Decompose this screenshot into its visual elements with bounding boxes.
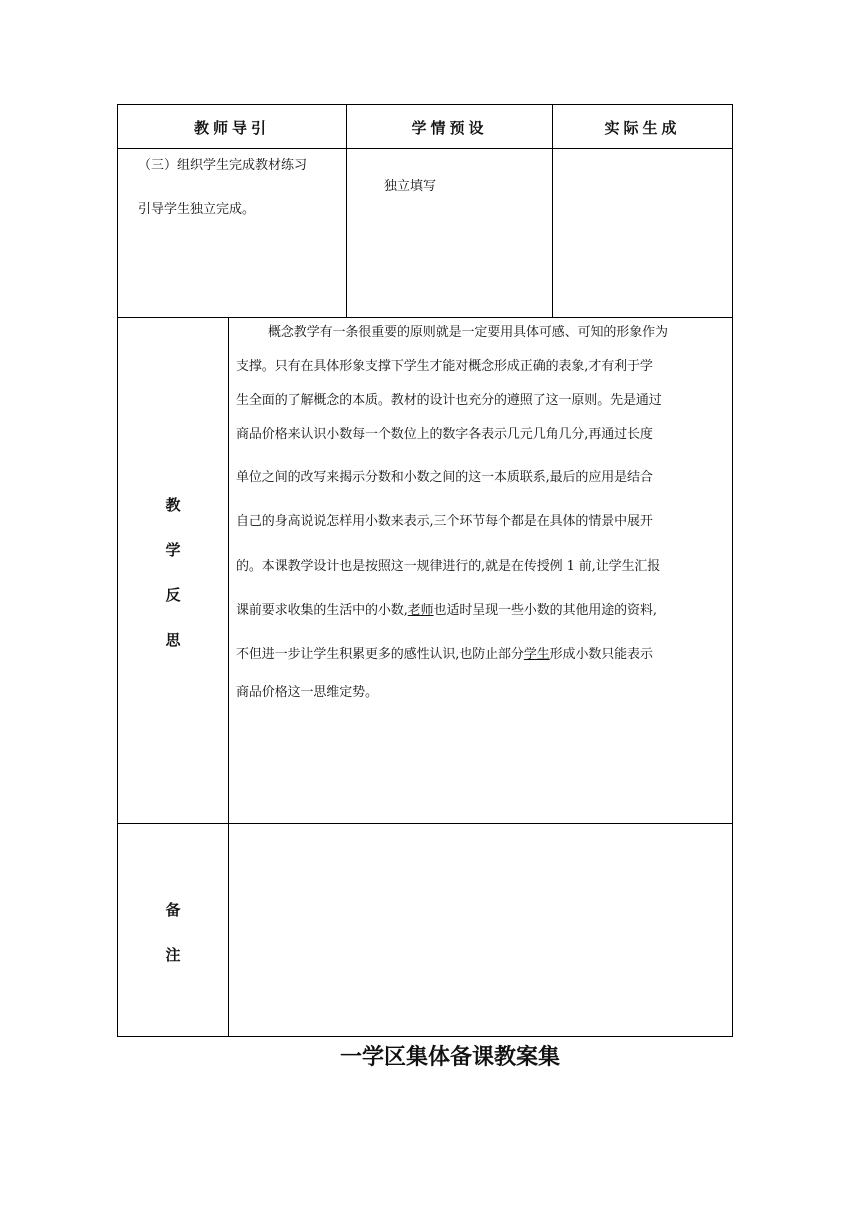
teacher-guide-line-1: （三）组织学生完成教材练习 [138, 158, 308, 173]
underlined-teacher-term: 老师 [407, 603, 434, 618]
table-border-right [732, 104, 733, 1037]
label-col-divider [228, 317, 229, 1037]
reflection-line-8-post: 也适时呈现一些小数的其他用途的资料, [433, 603, 657, 618]
reflection-line-9-pre: 不但进一步让学生积累更多的感性认识,也防止部分 [236, 647, 524, 662]
reflection-line-9 [236, 643, 732, 662]
footer-title: 一学区集体备课教案集 [339, 1044, 560, 1070]
header-teacher-guide: 教师导引 [193, 118, 270, 137]
reflection-line-5: 单位之间的改写来揭示分数和小数之间的这一本质联系,最后的应用是结合 [236, 470, 653, 485]
reflection-line-2: 支撑。只有在具体形象支撑下学生才能对概念形成正确的表象,才有利于学 [236, 359, 653, 374]
reflection-line-10: 商品价格这一思维定势。 [236, 685, 378, 700]
header-student-preset: 学情预设 [411, 118, 488, 137]
reflection-line-9-post: 形成小数只能表示 [549, 647, 653, 662]
teacher-guide-line-2: 引导学生独立完成。 [138, 202, 256, 217]
reflection-line-6: 自己的身高说说怎样用小数来表示,三个环节每个都是在具体的情景中展开 [236, 514, 653, 529]
reflection-line-7: 的。本课教学设计也是按照这一规律进行的,就是在传授例 1 前,让学生汇报 [236, 559, 661, 574]
header-row-divider [117, 148, 733, 149]
reflection-bottom-divider [117, 823, 733, 824]
reflection-line-3: 生全面的了解概念的本质。教材的设计也充分的遵照了这一原则。先是通过 [236, 393, 662, 408]
reflection-line-4: 商品价格来认识小数每一个数位上的数字各表示几元几角几分,再通过长度 [236, 427, 653, 442]
reflection-label-char-1: 教 [165, 496, 181, 514]
table-border-bottom [117, 1036, 733, 1037]
reflection-line-8 [236, 599, 732, 618]
row1-bottom-divider [117, 317, 733, 318]
reflection-label-char-4: 思 [165, 631, 181, 649]
notes-label-char-1: 备 [165, 901, 181, 919]
notes-label-char-2: 注 [165, 946, 181, 964]
reflection-line-8-pre: 课前要求收集的生活中的小数, [236, 603, 408, 618]
reflection-line-1: 概念教学有一条很重要的原则就是一定要用具体可感、可知的形象作为 [268, 325, 668, 340]
reflection-label-char-2: 学 [165, 541, 181, 559]
header-actual-outcome: 实际生成 [604, 118, 681, 137]
reflection-label-char-3: 反 [165, 586, 181, 604]
table-border-top [117, 104, 733, 105]
student-preset-text: 独立填写 [384, 179, 437, 194]
underlined-student-term: 学生 [523, 647, 550, 662]
table-border-left [117, 104, 118, 1037]
